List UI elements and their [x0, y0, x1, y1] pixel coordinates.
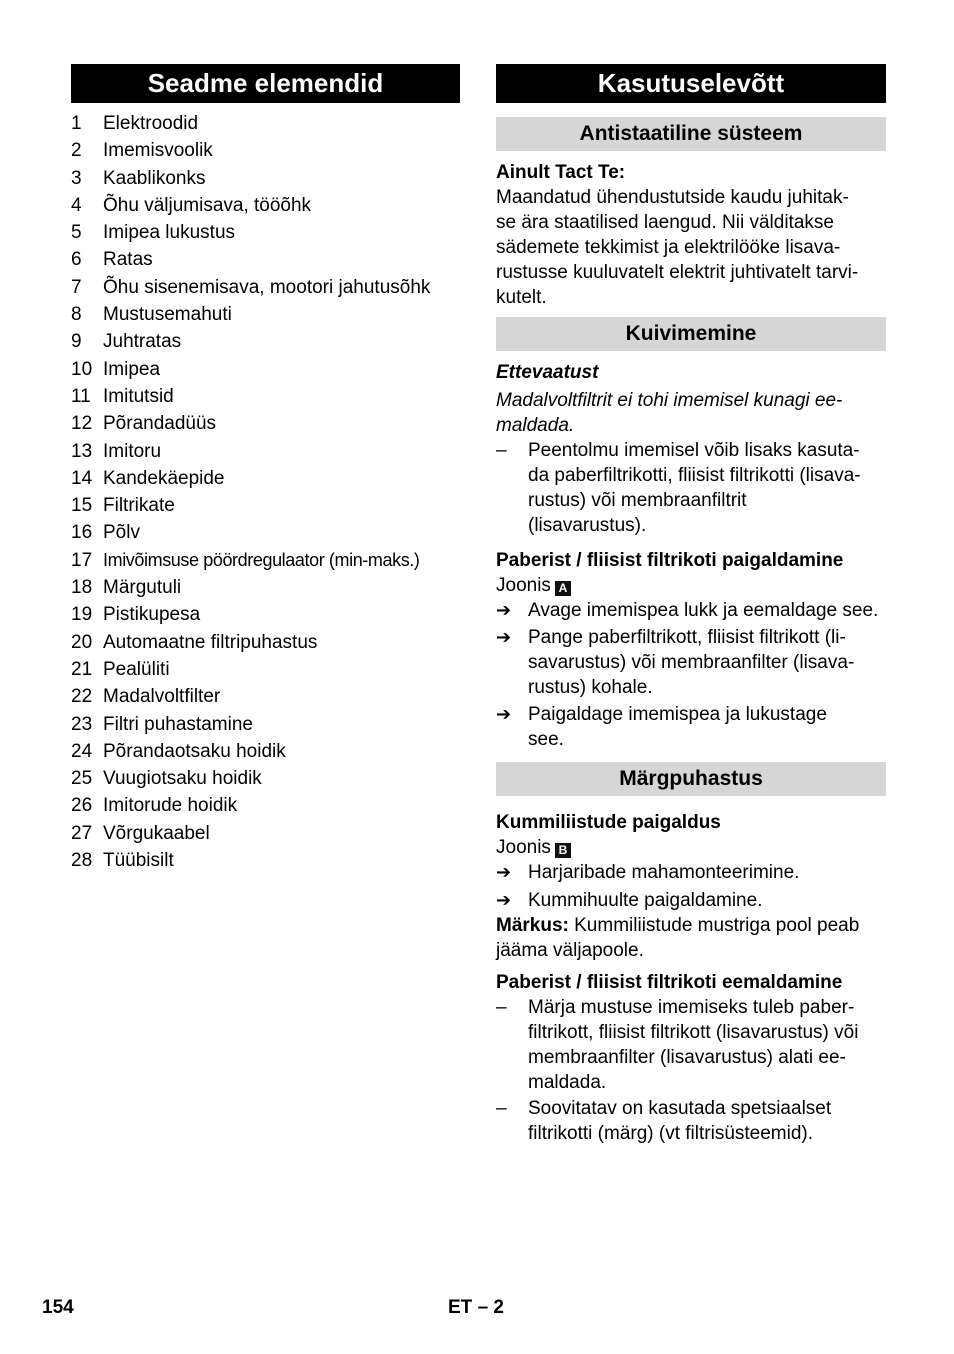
item-label: Imitutsid: [103, 385, 174, 407]
text-line: rustus) kohale.: [528, 677, 653, 698]
figure-b-ref: [496, 835, 886, 860]
list-item: [71, 246, 460, 273]
text-line: sädemete tekkimist ja elektrilööke lisava-: [496, 237, 841, 258]
list-item: [71, 711, 460, 738]
arrow-icon: ➔: [496, 627, 512, 647]
item-label: Põrandadüüs: [103, 413, 217, 435]
list-item: [71, 301, 460, 328]
text-line: see.: [528, 729, 564, 750]
item-number: 17: [71, 549, 93, 571]
item-number: 28: [71, 850, 93, 872]
footer-lang-code: ET: [448, 1297, 473, 1318]
arrow-icon: ➔: [496, 890, 512, 910]
item-number: 4: [71, 194, 82, 216]
dry-dash-text: [528, 438, 886, 538]
row-text: [528, 625, 886, 700]
item-number: 27: [71, 822, 93, 844]
item-number: 8: [71, 304, 82, 326]
item-label: Tüübisilt: [103, 850, 174, 872]
dash-marker: –: [496, 1098, 507, 1119]
item-number: 24: [71, 740, 93, 762]
text-line: filtrikott, fliisist filtrikott (lisavarustus) või: [528, 1022, 859, 1043]
item-label: Kaablikonks: [103, 167, 206, 189]
caution-label: Ettevaatust: [496, 362, 599, 383]
figure-label: Joonis: [496, 837, 551, 858]
list-row: [496, 888, 886, 913]
text-line: Soovitatav on kasutada spetsiaalset: [528, 1098, 832, 1119]
list-item: [71, 547, 460, 574]
text-line: rustusse kuuluvatelt elektrit juhtivatelt tarvi-: [496, 262, 859, 283]
item-number: 23: [71, 713, 93, 735]
text-line: maldada.: [496, 415, 575, 436]
list-item: [71, 219, 460, 246]
row-text: [528, 598, 886, 623]
list-item: [71, 137, 460, 164]
item-label: Vuugiotsaku hoidik: [103, 768, 262, 790]
text-line: maldada.: [528, 1072, 607, 1093]
arrow-icon: ➔: [496, 704, 512, 724]
item-number: 5: [71, 222, 82, 244]
wet-steps: [496, 860, 886, 913]
item-label: Õhu sisenemisava, mootori jahutusõhk: [103, 276, 431, 298]
item-label: Imitoru: [103, 440, 162, 462]
item-number: 19: [71, 604, 93, 626]
list-item: [71, 820, 460, 847]
item-number: 20: [71, 631, 93, 653]
item-label: Filtri puhastamine: [103, 713, 253, 735]
list-item: [71, 519, 460, 546]
item-number: 9: [71, 331, 82, 353]
list-item: [71, 601, 460, 628]
figure-b-icon: B: [555, 843, 571, 858]
list-item: [71, 383, 460, 410]
list-item: [71, 765, 460, 792]
list-item: [71, 465, 460, 492]
item-number: 21: [71, 658, 93, 680]
remove-items: [496, 995, 886, 1146]
figure-a-icon: A: [555, 581, 571, 596]
item-label: Imivõimsuse pöördregulaator (min-maks.): [103, 549, 420, 570]
item-number: 26: [71, 795, 93, 817]
list-item: [71, 492, 460, 519]
item-label: Õhu väljumisava, tööõhk: [103, 194, 312, 216]
section-title-commissioning: Kasutuselevõtt: [496, 64, 886, 103]
arrow-icon: ➔: [496, 600, 512, 620]
text-line: (lisavarustus).: [528, 515, 647, 536]
text-line: se ära staatilised laengud. Nii välditakse: [496, 212, 834, 233]
item-label: Kandekäepide: [103, 467, 225, 489]
row-text: [528, 995, 886, 1095]
list-item: [71, 110, 460, 137]
note-line-2: jääma väljapoole.: [496, 940, 644, 961]
heading-dry-vacuuming: Kuivimemine: [496, 317, 886, 351]
list-item: [71, 356, 460, 383]
row-text: Harjaribade mahamonteerimine.: [528, 862, 800, 883]
text-line: Peentolmu imemisel võib lisaks kasuta-: [528, 440, 860, 461]
item-number: 16: [71, 522, 93, 544]
antistatic-text: [496, 185, 886, 310]
footer-lang: [448, 1297, 504, 1319]
right-column: [496, 64, 886, 1146]
item-label: Ratas: [103, 249, 153, 271]
list-item: [71, 192, 460, 219]
item-label: Elektroodid: [103, 113, 199, 134]
item-number: 10: [71, 358, 93, 380]
rubber-heading: Kummiliistude paigaldus: [496, 812, 721, 833]
list-item: [71, 274, 460, 301]
item-label: Põlv: [103, 522, 140, 544]
arrow-icon: ➔: [496, 862, 512, 882]
remove-heading: Paberist / fliisist filtrikoti eemaldamine: [496, 972, 843, 993]
item-label: Imitorude hoidik: [103, 795, 238, 817]
text-line: Märja mustuse imemiseks tuleb paber-: [528, 997, 855, 1018]
item-label: Põrandaotsaku hoidik: [103, 740, 286, 762]
list-item: [71, 574, 460, 601]
footer-section: – 2: [477, 1297, 504, 1318]
list-item: [71, 328, 460, 355]
item-label: Automaatne filtripuhastus: [103, 631, 318, 653]
text-line: Maandatud ühendustutside kaudu juhitak-: [496, 187, 849, 208]
figure-a-ref: [496, 573, 886, 598]
item-number: 22: [71, 686, 93, 708]
item-label: Mustusemahuti: [103, 304, 232, 326]
antistatic-subheading: Ainult Tact Te:: [496, 162, 626, 183]
item-label: Filtrikate: [103, 495, 175, 517]
item-number: 2: [71, 140, 82, 162]
item-label: Võrgukaabel: [103, 822, 210, 844]
dash-marker: –: [496, 997, 507, 1018]
text-line: Paigaldage imemispea ja lukustage: [528, 704, 827, 725]
list-item: [71, 410, 460, 437]
dash-marker: –: [496, 440, 507, 461]
section-title-device-elements: Seadme elemendid: [71, 64, 460, 103]
list-item: [71, 683, 460, 710]
item-label: Pistikupesa: [103, 604, 201, 626]
install-heading: Paberist / fliisist filtrikoti paigaldamine: [496, 550, 844, 571]
item-number: 18: [71, 577, 93, 599]
caution-text: [496, 388, 886, 438]
left-column: [71, 64, 460, 874]
item-label: Imemisvoolik: [103, 140, 213, 162]
item-label: Märgutuli: [103, 577, 182, 599]
dry-dash-item: [496, 438, 886, 538]
parts-list: [71, 110, 460, 874]
item-label: Imipea: [103, 358, 161, 380]
heading-antistatic: Antistaatiline süsteem: [496, 117, 886, 151]
item-label: Pealüliti: [103, 658, 170, 680]
text-line: membraanfilter (lisavarustus) alati ee-: [528, 1047, 846, 1068]
row-text: [528, 702, 886, 752]
list-item: [71, 847, 460, 874]
dry-steps: [496, 598, 886, 752]
text-line: Pange paberfiltrikott, fliisist filtrikott (li-: [528, 627, 846, 648]
heading-wet-cleaning: Märgpuhastus: [496, 762, 886, 796]
note-line-1: Kummiliistude mustriga pool peab: [568, 915, 860, 936]
list-item: [71, 629, 460, 656]
text-line: Avage imemispea lukk ja eemaldage see.: [528, 600, 879, 621]
item-number: 1: [71, 113, 82, 134]
item-label: Imipea lukustus: [103, 222, 236, 244]
row-text: Kummihuulte paigaldamine.: [528, 890, 763, 911]
list-item: [71, 438, 460, 465]
list-row: [496, 702, 886, 752]
item-number: 12: [71, 413, 93, 435]
text-line: da paberfiltrikotti, fliisist filtrikotti (lisava-: [528, 465, 861, 486]
text-line: kutelt.: [496, 287, 547, 308]
text-line: filtrikotti (märg) (vt filtrisüsteemid).: [528, 1123, 814, 1144]
list-item: [71, 738, 460, 765]
list-item: [71, 792, 460, 819]
item-label: Madalvoltfilter: [103, 686, 221, 708]
note-label: Märkus:: [496, 915, 569, 936]
page-number: 154: [42, 1297, 74, 1318]
list-item: [71, 656, 460, 683]
item-number: 15: [71, 495, 93, 517]
item-number: 14: [71, 467, 93, 489]
list-item: [71, 165, 460, 192]
text-line: rustus) või membraanfiltrit: [528, 490, 747, 511]
list-row: [496, 598, 886, 623]
row-text: [528, 1096, 886, 1146]
list-row: [496, 995, 886, 1095]
item-number: 7: [71, 276, 82, 298]
text-line: savarustus) või membraanfilter (lisava-: [528, 652, 855, 673]
note: [496, 913, 886, 963]
item-number: 3: [71, 167, 82, 189]
item-number: 13: [71, 440, 93, 462]
text-line: Madalvoltfiltrit ei tohi imemisel kunagi ee-: [496, 390, 843, 411]
list-row: [496, 860, 886, 885]
item-label: Juhtratas: [103, 331, 182, 353]
item-number: 6: [71, 249, 82, 271]
list-row: [496, 1096, 886, 1146]
item-number: 11: [71, 385, 91, 407]
figure-label: Joonis: [496, 575, 551, 596]
item-number: 25: [71, 768, 93, 790]
list-row: [496, 625, 886, 700]
